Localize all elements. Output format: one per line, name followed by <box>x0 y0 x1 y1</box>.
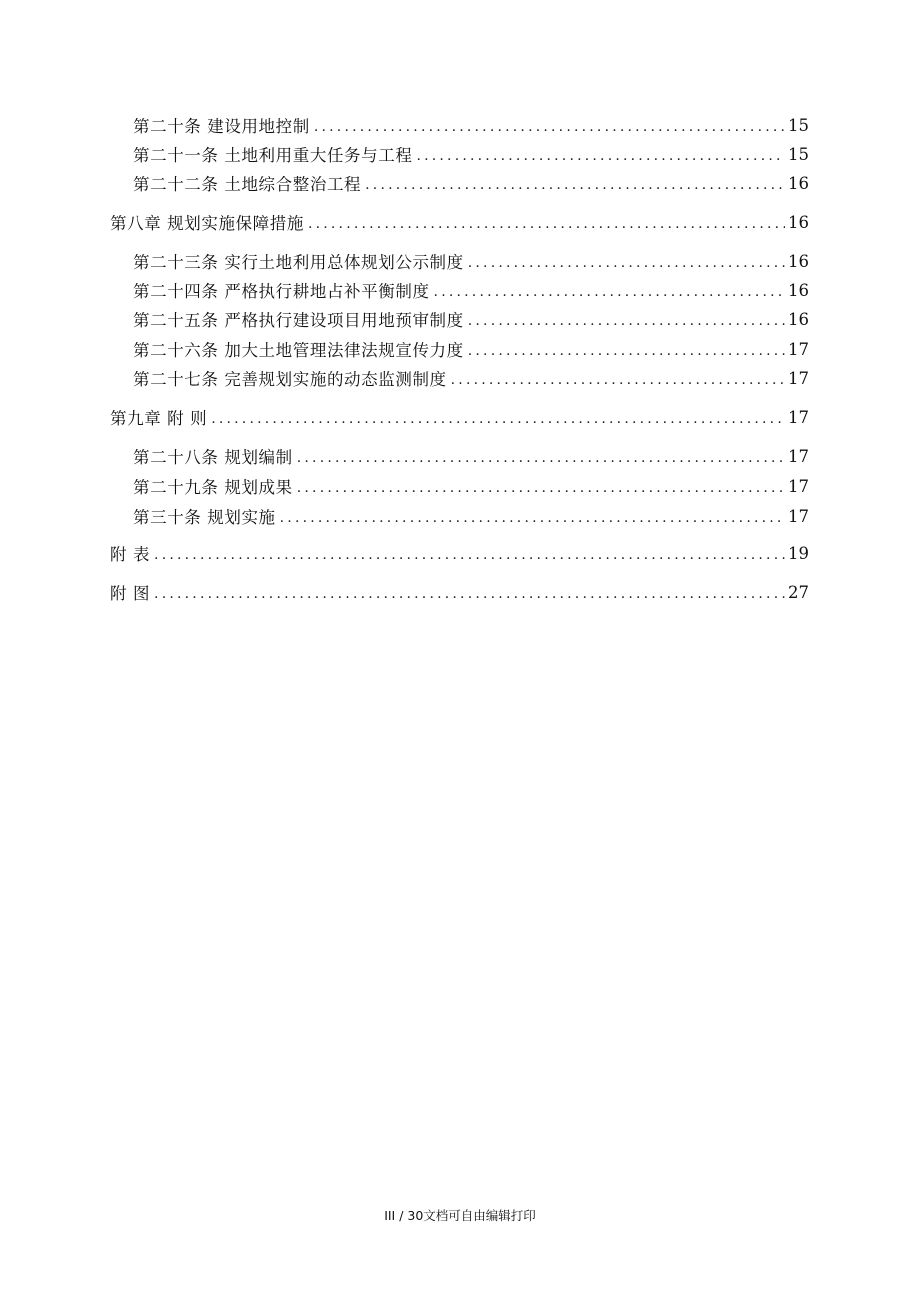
toc-entry-page: 16 <box>788 309 809 329</box>
toc-entry-label: 第二十一条 土地利用重大任务与工程 <box>133 146 413 165</box>
toc-entry-label: 第八章 规划实施保障措施 <box>110 214 304 233</box>
toc-dot-leader <box>468 255 785 271</box>
toc-entry[interactable] <box>133 444 809 468</box>
toc-entry-label: 第二十四条 严格执行耕地占补平衡制度 <box>133 282 430 301</box>
toc-entry-label: 附 表 <box>110 545 151 564</box>
toc-entry-label: 第二十二条 土地综合整治工程 <box>133 175 362 194</box>
toc-dot-leader <box>280 510 785 526</box>
toc-dot-leader <box>468 313 785 329</box>
toc-entry-label: 第二十条 建设用地控制 <box>133 117 310 136</box>
toc-entry-page: 17 <box>788 368 809 388</box>
toc-entry-label: 第三十条 规划实施 <box>133 508 276 527</box>
toc-entry-label: 附 图 <box>110 584 151 603</box>
toc-dot-leader <box>154 547 785 563</box>
toc-entry[interactable] <box>133 474 809 498</box>
toc-entry[interactable] <box>133 113 809 137</box>
toc-entry-page: 16 <box>788 212 809 232</box>
toc-entry-label: 第二十五条 严格执行建设项目用地预审制度 <box>133 311 464 330</box>
toc-entry[interactable] <box>133 366 809 390</box>
toc-dot-leader <box>211 411 785 427</box>
toc-entry[interactable] <box>133 249 809 273</box>
toc-dot-leader <box>365 177 785 193</box>
toc-dot-leader <box>451 372 785 388</box>
toc-entry-label: 第二十八条 规划编制 <box>133 448 293 467</box>
toc-chapter-entry[interactable] <box>110 405 809 429</box>
toc-appendix-entry[interactable] <box>110 580 809 604</box>
toc-dot-leader <box>297 450 785 466</box>
toc-dot-leader <box>297 480 785 496</box>
toc-entry-label: 第二十三条 实行土地利用总体规划公示制度 <box>133 253 464 272</box>
toc-entry-label: 第九章 附 则 <box>110 409 208 428</box>
toc-entry-page: 15 <box>788 115 809 135</box>
toc-entry[interactable] <box>133 337 809 361</box>
toc-entry[interactable] <box>133 142 809 166</box>
toc-entry[interactable] <box>133 504 809 528</box>
toc-entry[interactable] <box>133 278 809 302</box>
toc-dot-leader <box>314 119 785 135</box>
toc-entry-page: 17 <box>788 407 809 427</box>
toc-entry-page: 17 <box>788 446 809 466</box>
toc-entry-page: 16 <box>788 280 809 300</box>
toc-entry-page: 17 <box>788 506 809 526</box>
toc-chapter-entry[interactable] <box>110 210 809 234</box>
toc-dot-leader <box>308 216 785 232</box>
toc-entry-label: 第二十七条 完善规划实施的动态监测制度 <box>133 370 447 389</box>
toc-entry-page: 16 <box>788 173 809 193</box>
toc-appendix-entry[interactable] <box>110 541 809 565</box>
toc-dot-leader <box>468 343 785 359</box>
toc-entry-label: 第二十九条 规划成果 <box>133 478 293 497</box>
toc-dot-leader <box>416 148 785 164</box>
toc-dot-leader <box>434 284 785 300</box>
toc-entry-page: 15 <box>788 144 809 164</box>
toc-entry-label: 第二十六条 加大土地管理法律法规宣传力度 <box>133 341 464 360</box>
toc-entry-page: 16 <box>788 251 809 271</box>
toc-entry-page: 17 <box>788 339 809 359</box>
toc-dot-leader <box>154 586 785 602</box>
toc-entry-page: 27 <box>788 582 809 602</box>
page-footer: III / 30文档可自由编辑打印 <box>384 1208 536 1223</box>
toc-entry[interactable] <box>133 171 809 195</box>
toc-entry-page: 17 <box>788 476 809 496</box>
toc-entry-page: 19 <box>788 543 809 563</box>
toc-entry[interactable] <box>133 307 809 331</box>
